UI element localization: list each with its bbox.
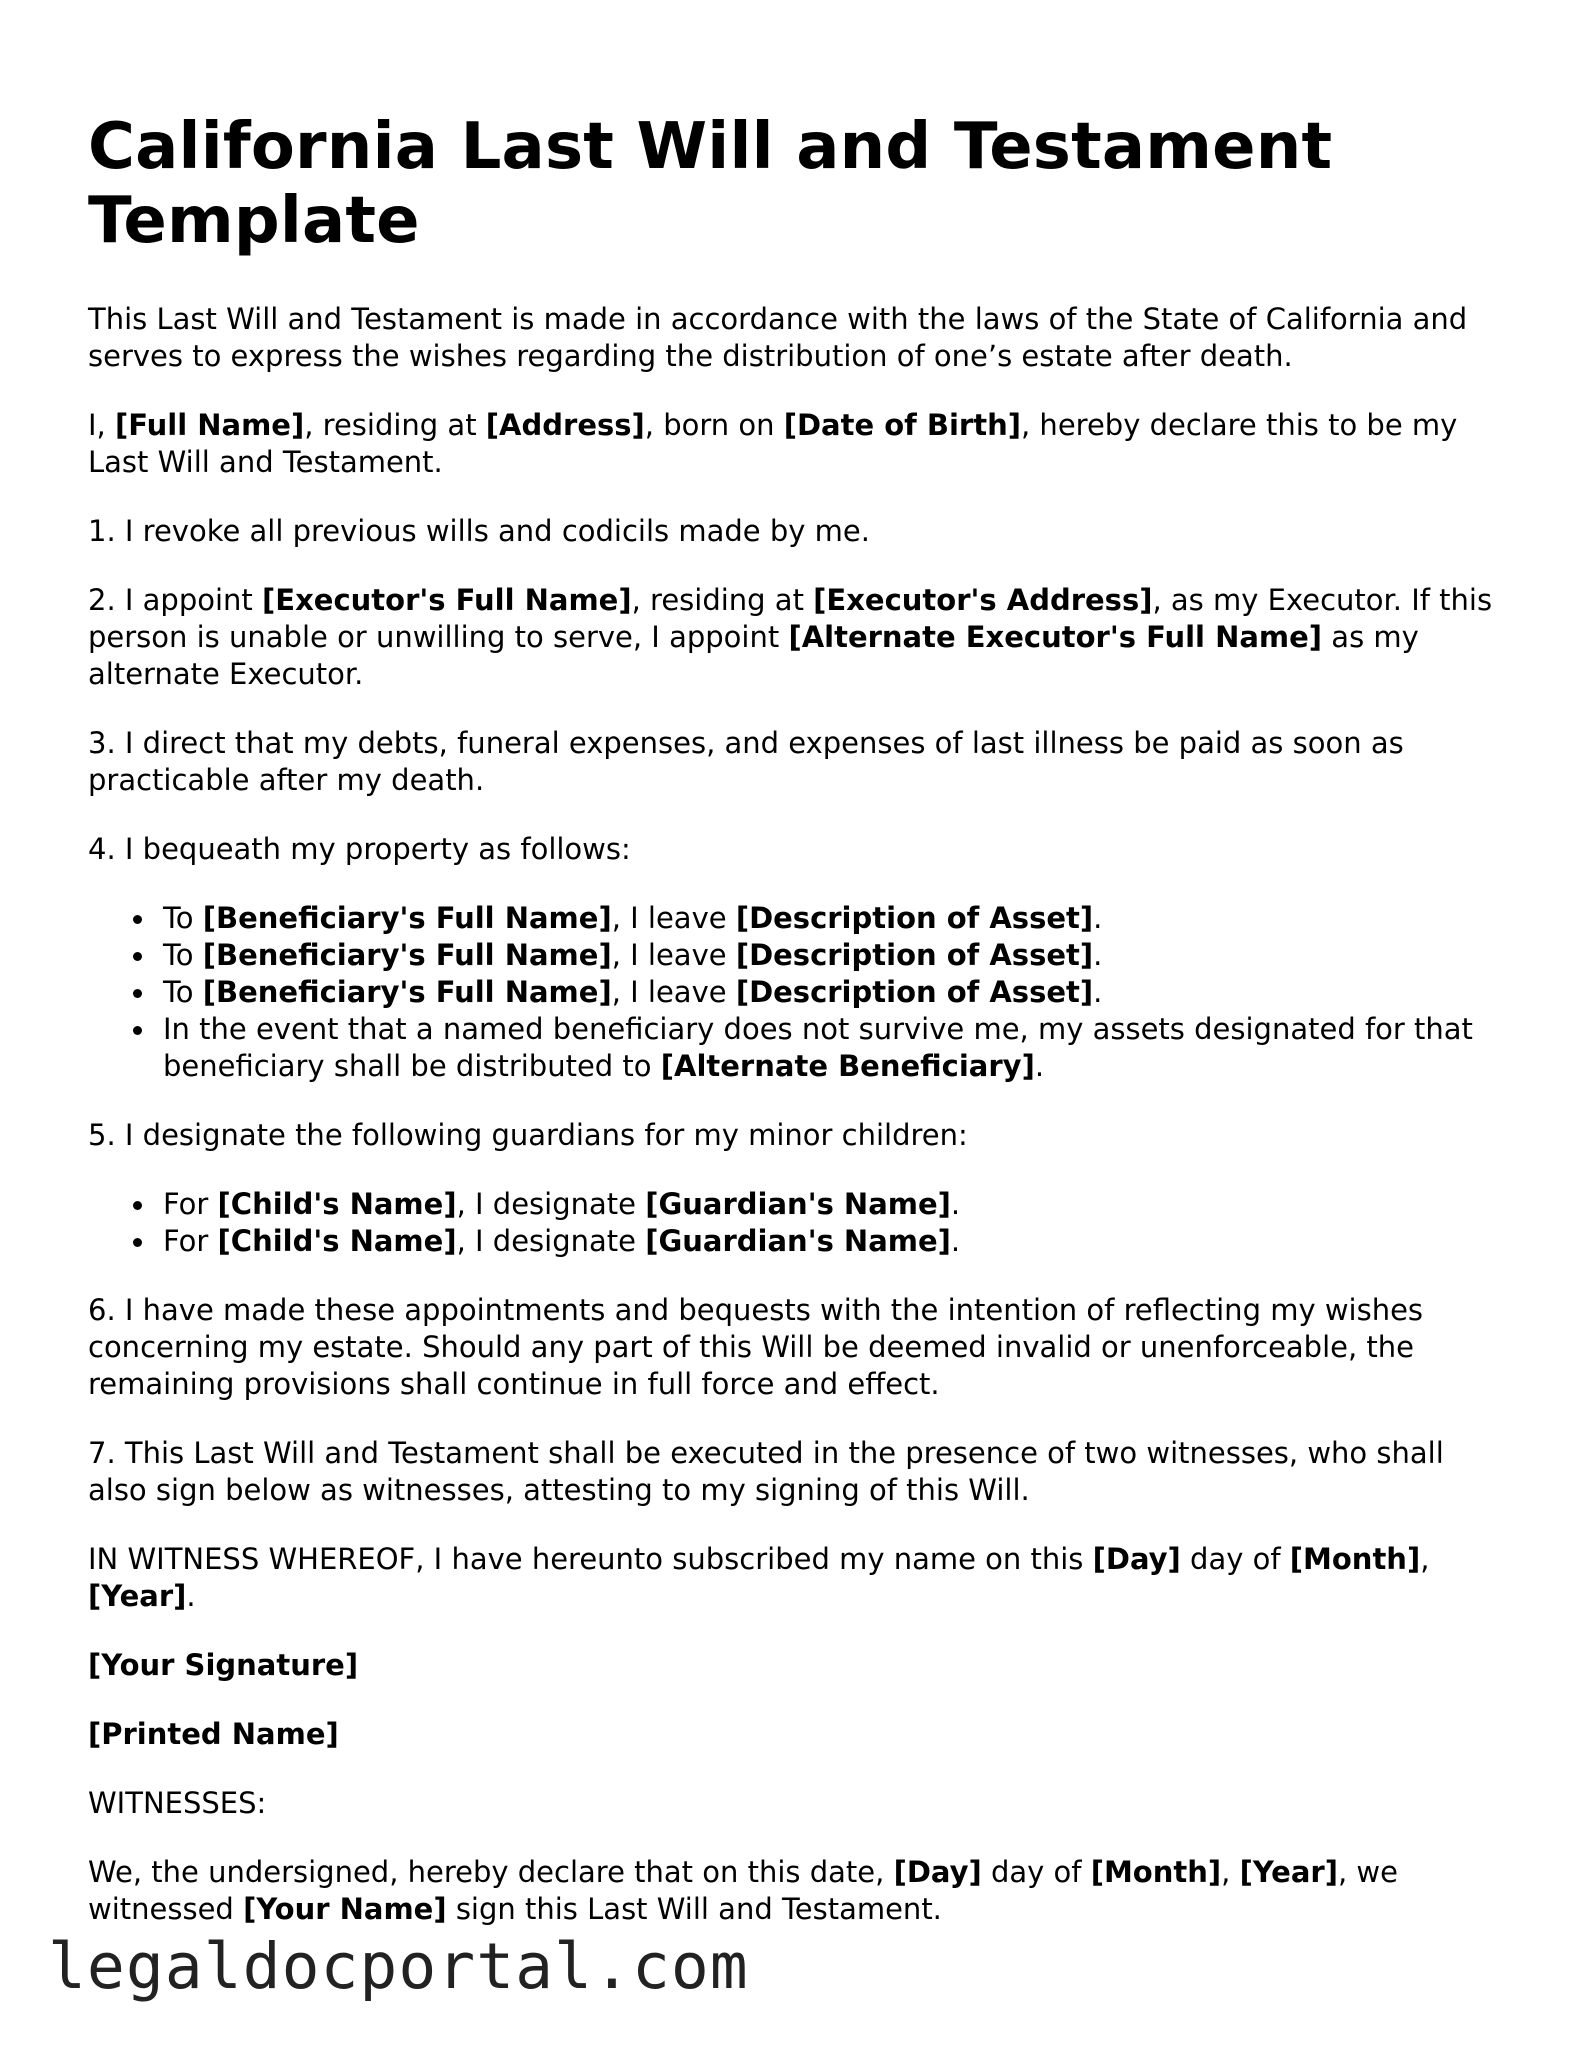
bequest-alternate-item: In the event that a named beneficiary does not survive me, my assets designated for that beneficiary shall be distributed to [Alternate Beneficiary]. <box>163 1011 1508 1085</box>
witness-whereof-paragraph: IN WITNESS WHEREOF, I have hereunto subscribed my name on this [Day] day of [Month], [Year]. <box>88 1542 1430 1613</box>
beneficiary-name-field: [Beneficiary's Full Name] <box>202 975 612 1009</box>
month-field: [Month] <box>1090 1855 1222 1889</box>
executor-name-field: [Executor's Full Name] <box>262 583 632 617</box>
asset-description-field: [Description of Asset] <box>735 938 1094 972</box>
clause-7: 7. This Last Will and Testament shall be executed in the presence of two witnesses, who shall also sign below as witnesses, attesting to my signing of this Will. <box>88 1436 1444 1507</box>
printed-name-field: [Printed Name] <box>88 1717 339 1751</box>
executor-address-field: [Executor's Address] <box>813 583 1153 617</box>
date-of-birth-field: [Date of Birth] <box>783 408 1021 442</box>
witnesses-label: WITNESSES: <box>88 1786 267 1820</box>
guardian-name-field: [Guardian's Name] <box>645 1224 951 1258</box>
bequest-item: To [Beneficiary's Full Name], I leave [Description of Asset]. <box>163 937 1508 974</box>
beneficiary-name-field: [Beneficiary's Full Name] <box>202 938 612 972</box>
guardian-list <box>88 1186 1508 1260</box>
clause-1: 1. I revoke all previous wills and codicils made by me. <box>88 514 870 548</box>
signature-field: [Your Signature] <box>88 1648 359 1682</box>
declaration-paragraph: I, [Full Name], residing at [Address], born on [Date of Birth], hereby declare this to be my Last Will and Testament. <box>88 408 1458 479</box>
asset-description-field: [Description of Asset] <box>735 901 1094 935</box>
page-title: California Last Will and Testament Template <box>88 110 1333 258</box>
asset-description-field: [Description of Asset] <box>735 975 1094 1009</box>
document-page <box>88 110 1508 1960</box>
clause-6: 6. I have made these appointments and bequests with the intention of reflecting my wishes concerning my estate. Should any part of this Will be deemed invalid or unenforceable, the remaining provisions shall continue in full force and effect. <box>88 1293 1424 1401</box>
bequest-list <box>88 900 1508 1085</box>
alternate-executor-field: [Alternate Executor's Full Name] <box>788 620 1323 654</box>
year-field: [Year] <box>88 1579 187 1613</box>
address-field: [Address] <box>485 408 645 442</box>
alternate-beneficiary-field: [Alternate Beneficiary] <box>660 1049 1035 1083</box>
guardian-name-field: [Guardian's Name] <box>645 1187 951 1221</box>
day-field: [Day] <box>893 1855 982 1889</box>
clause-3: 3. I direct that my debts, funeral expenses, and expenses of last illness be paid as soon as practicable after my death. <box>88 726 1404 797</box>
child-name-field: [Child's Name] <box>217 1224 457 1258</box>
intro-paragraph: This Last Will and Testament is made in accordance with the laws of the State of California and serves to express the wishes regarding the distribution of one’s estate after death. <box>88 302 1468 373</box>
beneficiary-name-field: [Beneficiary's Full Name] <box>202 901 612 935</box>
witness-declaration-paragraph: We, the undersigned, hereby declare that on this date, [Day] day of [Month], [Year], we witnessed [Your Name] sign this Last Will and Testament. <box>88 1855 1398 1926</box>
clause-5: 5. I designate the following guardians for my minor children: <box>88 1118 968 1152</box>
bequest-item: To [Beneficiary's Full Name], I leave [Description of Asset]. <box>163 900 1508 937</box>
your-name-field: [Your Name] <box>243 1892 447 1926</box>
guardian-item: For [Child's Name], I designate [Guardian's Name]. <box>163 1186 1508 1223</box>
site-watermark: legaldocportal.com <box>48 1930 749 2003</box>
year-field: [Year] <box>1239 1855 1338 1889</box>
full-name-field: [Full Name] <box>115 408 305 442</box>
bequest-item: To [Beneficiary's Full Name], I leave [Description of Asset]. <box>163 974 1508 1011</box>
guardian-item: For [Child's Name], I designate [Guardian's Name]. <box>163 1223 1508 1260</box>
day-field: [Day] <box>1092 1542 1181 1576</box>
clause-2: 2. I appoint [Executor's Full Name], residing at [Executor's Address], as my Executor. If this person is unable or unwilling to serve, I appoint [Alternate Executor's Full Name] as my alternate Executor. <box>88 583 1493 691</box>
clause-4: 4. I bequeath my property as follows: <box>88 832 631 866</box>
child-name-field: [Child's Name] <box>217 1187 457 1221</box>
month-field: [Month] <box>1289 1542 1421 1576</box>
